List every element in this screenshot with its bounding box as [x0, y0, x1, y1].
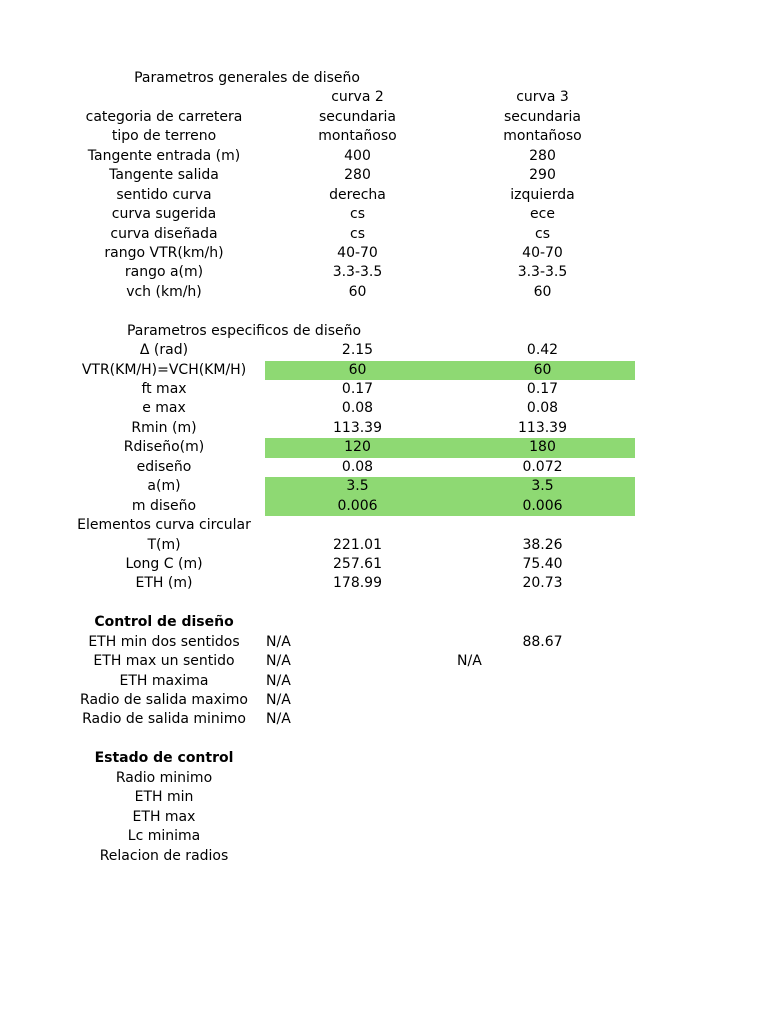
table-row — [0, 672, 768, 691]
curva-2-value: montañoso — [318, 128, 397, 145]
row-label: ft max — [141, 381, 187, 397]
row-label: ETH (m) — [135, 575, 193, 592]
curva-3-value: 0.072 — [522, 458, 563, 475]
header-curva-3: curva 3 — [516, 89, 569, 106]
curva-2-value: N/A — [266, 711, 291, 728]
curva-2-value: 0.006 — [265, 497, 450, 516]
curva-2-value: 113.39 — [333, 419, 382, 436]
specific-title: Parametros especificos de diseño — [126, 322, 362, 339]
table-row — [0, 477, 768, 496]
curva-2-value: 178.99 — [333, 575, 382, 592]
table-row — [0, 244, 768, 263]
control-title: Control de diseño — [94, 614, 234, 631]
curva-2-value: 221.01 — [333, 536, 382, 553]
curva-3-value: 40-70 — [522, 244, 563, 261]
row-label: m diseño — [131, 497, 197, 514]
table-row — [0, 108, 768, 127]
table-row — [0, 341, 768, 360]
curva-2-value: 0.08 — [341, 458, 374, 475]
curva-2-value: 120 — [265, 438, 450, 457]
curva-3-value: 75.40 — [522, 555, 563, 572]
row-label: Relacion de radios — [99, 847, 229, 864]
curva-2-value: derecha — [329, 186, 386, 203]
table-row — [0, 536, 768, 555]
table-row — [0, 283, 768, 302]
curva-2-value: N/A — [266, 672, 291, 689]
curva-2-value: N/A — [266, 692, 291, 708]
control-rows — [0, 633, 768, 730]
curva-3-value: 290 — [529, 167, 556, 184]
curve-header-row — [0, 88, 768, 107]
row-label: tipo de terreno — [111, 128, 217, 145]
table-row — [0, 497, 768, 516]
circular-title-row — [0, 516, 768, 535]
spacer-row — [0, 730, 768, 749]
table-row — [0, 361, 768, 380]
row-label: VTR(KM/H)=VCH(KM/H) — [81, 361, 247, 378]
curva-2-value: cs — [350, 225, 365, 242]
table-row — [0, 691, 768, 710]
curva-3-value: 88.67 — [522, 633, 563, 650]
table-row — [0, 574, 768, 593]
general-rows — [0, 108, 768, 302]
specific-rows — [0, 341, 768, 516]
table-row — [0, 710, 768, 729]
curva-2-value: 400 — [344, 147, 371, 164]
row-label: Long C (m) — [125, 555, 203, 572]
table-row — [0, 166, 768, 185]
estado-title: Estado de control — [94, 750, 234, 767]
row-label: e max — [142, 400, 186, 417]
row-label: vch (km/h) — [126, 283, 202, 300]
curva-3-value: izquierda — [510, 186, 575, 203]
row-label: ediseño — [136, 458, 192, 475]
row-label: curva diseñada — [110, 225, 218, 242]
row-label: Tangente entrada (m) — [87, 147, 241, 164]
table-row — [0, 438, 768, 457]
curva-2-value: 60 — [265, 361, 450, 380]
table-row — [0, 847, 768, 866]
curva-3-value: 38.26 — [522, 536, 563, 553]
row-label: ETH max un sentido — [93, 653, 235, 670]
table-row — [0, 205, 768, 224]
spreadsheet — [0, 69, 768, 866]
curva-2-value: 40-70 — [337, 244, 378, 261]
curva-2-value: 2.15 — [341, 342, 374, 359]
spacer-row — [0, 594, 768, 613]
row-label: ETH min — [134, 789, 194, 806]
row-label: Radio minimo — [115, 769, 213, 786]
table-row — [0, 555, 768, 574]
row-label: curva sugerida — [111, 206, 217, 223]
curva-2-value: cs — [350, 206, 365, 223]
table-row — [0, 263, 768, 282]
row-label: Rdiseño(m) — [123, 439, 205, 456]
header-curva-2: curva 2 — [331, 89, 384, 106]
general-title: Parametros generales de diseño — [134, 70, 360, 86]
circular-rows — [0, 536, 768, 594]
table-row — [0, 458, 768, 477]
row-label: Δ (rad) — [139, 342, 189, 359]
spacer-row — [0, 302, 768, 321]
row-label: rango VTR(km/h) — [104, 244, 224, 261]
row-label: a(m) — [147, 478, 181, 495]
curva-3-value — [450, 710, 635, 729]
curva-2-value: 0.08 — [341, 400, 374, 417]
row-label: T(m) — [147, 536, 181, 553]
table-row — [0, 127, 768, 146]
row-label: categoria de carretera — [85, 108, 243, 125]
control-title-row — [0, 613, 768, 632]
table-row — [0, 788, 768, 807]
table-row — [0, 769, 768, 788]
table-row — [0, 399, 768, 418]
curva-3-value: 0.08 — [526, 400, 559, 417]
curva-2-value: 3.5 — [265, 477, 450, 496]
row-label: Tangente salida — [109, 167, 219, 184]
curva-2-value: N/A — [266, 633, 291, 650]
curva-3-value: 60 — [533, 283, 552, 300]
curva-3-value: 60 — [450, 361, 635, 380]
table-row — [0, 225, 768, 244]
curva-3-value: 3.3-3.5 — [517, 264, 568, 281]
curva-2-value: 60 — [348, 283, 367, 300]
row-label: Lc minima — [127, 828, 201, 845]
curva-2-value: 0.17 — [341, 381, 374, 397]
curva-2-value: secundaria — [318, 108, 397, 125]
curva-3-value: ece — [530, 206, 555, 223]
row-label: ETH max — [132, 808, 196, 825]
specific-title-row — [0, 322, 768, 341]
table-row — [0, 419, 768, 438]
table-row — [0, 827, 768, 846]
table-row — [0, 652, 768, 671]
curva-3-value — [450, 672, 635, 691]
row-label: sentido curva — [116, 186, 212, 203]
row-label: ETH maxima — [119, 672, 209, 689]
estado-rows — [0, 769, 768, 866]
general-title-row — [0, 69, 768, 88]
row-label: Radio de salida minimo — [82, 711, 246, 728]
curva-3-value: 20.73 — [522, 575, 563, 592]
estado-title-row — [0, 749, 768, 768]
table-row — [0, 380, 768, 399]
curva-2-value: 257.61 — [333, 555, 382, 572]
curva-2-value: N/A — [266, 653, 291, 670]
curva-3-value: 3.5 — [450, 477, 635, 496]
curva-2-value: 280 — [344, 167, 371, 184]
table-row — [0, 808, 768, 827]
curva-2-value: 3.3-3.5 — [332, 264, 383, 281]
table-row — [0, 147, 768, 166]
curva-3-value: 180 — [450, 438, 635, 457]
curva-3-value: 0.42 — [526, 342, 559, 359]
curva-3-value: 0.006 — [450, 497, 635, 516]
curva-3-value: 0.17 — [526, 381, 559, 397]
circular-title: Elementos curva circular — [77, 517, 251, 534]
curva-3-value: 113.39 — [518, 419, 567, 436]
row-label: Radio de salida maximo — [80, 692, 248, 708]
curva-3-value: montañoso — [503, 128, 582, 145]
curva-3-value — [450, 691, 635, 710]
curva-3-value: 280 — [529, 147, 556, 164]
row-label: ETH min dos sentidos — [88, 633, 240, 650]
table-row — [0, 186, 768, 205]
curva-3-value: N/A — [457, 653, 482, 670]
row-label: Rmin (m) — [131, 419, 197, 436]
row-label: rango a(m) — [124, 264, 204, 281]
curva-3-value: secundaria — [503, 108, 582, 125]
curva-3-value: cs — [535, 225, 550, 242]
table-row — [0, 633, 768, 652]
